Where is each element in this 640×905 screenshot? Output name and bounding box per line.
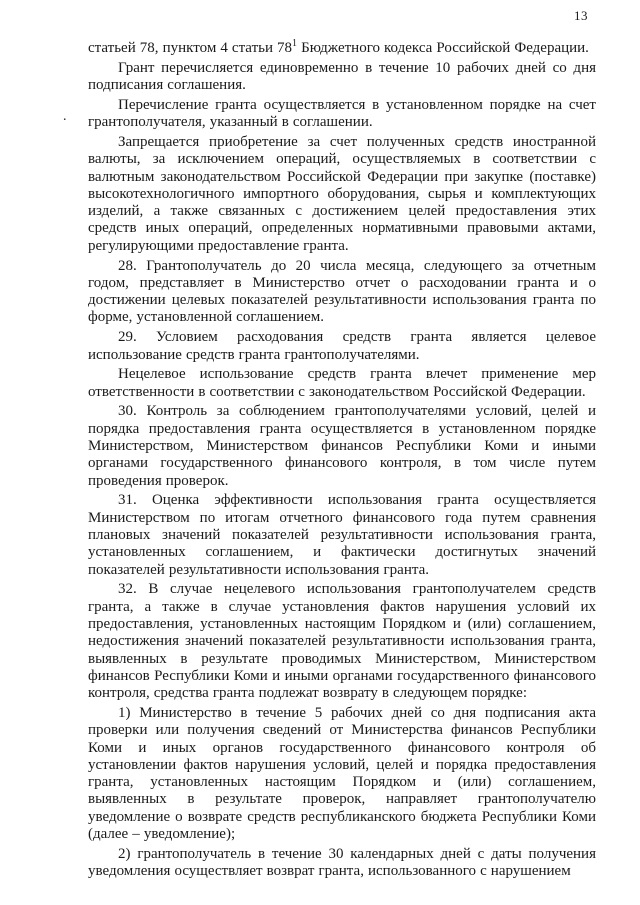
paragraph-31: 31. Оценка эффективности использования гранта осуществляется Министерством по итогам отчетного финансового года путем сравнения плановых значений показателей результативности использования гранта, установленных соглашением, и фактически достигнутых значений показателей результативности использования гранта. (88, 492, 596, 578)
paragraph-grant-transfer-account: Перечисление гранта осуществляется в установленном порядке на счет грантополучателя, указанный в соглашении. (88, 96, 596, 131)
paragraph-29: 29. Условием расходования средств гранта является целевое использование средств гранта грантополучателями. (88, 329, 596, 363)
paragraph-currency-prohibition: Запрещается приобретение за счет полученных средств иностранной валюты, за исключением операций, осуществляемых в соответствии с валютным законодательством Российской Федерации при закупке (поставке) высокотехнологичного импортного оборудования, сырья и комплектующих изделий, а также связанных с достижением целей предоставления этих средств иных операций, определенных нормативными правовыми актами, регулирующими предоставление гранта. (88, 133, 596, 254)
paragraph-text: статьей 78, пунктом 4 статьи 78 (88, 40, 293, 56)
paragraph-misuse-liability: Нецелевое использование средств гранта влечет применение мер ответственности в соответствии с законодательством Российской Федерации. (88, 366, 596, 400)
paragraph-grant-transfer-term: Грант перечисляется единовременно в течение 10 рабочих дней со дня подписания соглашения. (88, 59, 596, 94)
paragraph-28: 28. Грантополучатель до 20 числа месяца, следующего за отчетным годом, представляет в Министерство отчет о расходовании гранта и о достижении целевых показателей результативности использования гранта по форме, установленной соглашением. (88, 257, 596, 326)
paragraph-32-item-2: 2) грантополучатель в течение 30 календарных дней с даты получения уведомления осуществляет возврат гранта, использованного с нарушением (88, 845, 596, 880)
paragraph-continuation (88, 40, 596, 57)
paragraph-32-item-1: 1) Министерство в течение 5 рабочих дней со дня подписания акта проверки или получения сведений от Министерства финансов Республики Коми и иных органов государственного финансового контроля об установлении фактов нарушения условий, целей и порядка предоставления гранта, установленных настоящим Порядком и (или) соглашением, выявленных в результате проверок, направляет грантополучателю уведомление о возврате средств республиканского бюджета Республики Коми (далее – уведомление); (88, 704, 596, 843)
paragraph-text: Бюджетного кодекса Российской Федерации. (297, 40, 589, 56)
page-number: 13 (574, 8, 588, 23)
superscript: 1 (292, 38, 298, 49)
paragraph-32: 32. В случае нецелевого использования грантополучателем средств гранта, а также в случае установления фактов нарушения условий их предоставления, установленных настоящим Порядком и (или) соглашением, недостижения значений показателей результативности использования гранта, выявленных в результате проводимых Министерством, Министерством финансов Республики Коми и иными органами государственного финансового контроля, средства гранта подлежат возврату в следующем порядке: (88, 581, 596, 702)
paragraph-30: 30. Контроль за соблюдением грантополучателями условий, целей и порядка предоставления гранта осуществляется в установленном порядке Министерством, Министерством финансов Республики Коми и иными органами государственного финансового контроля, в том числе путем проведения проверок. (88, 403, 596, 489)
document-body (88, 40, 596, 883)
margin-mark: . (63, 109, 67, 124)
